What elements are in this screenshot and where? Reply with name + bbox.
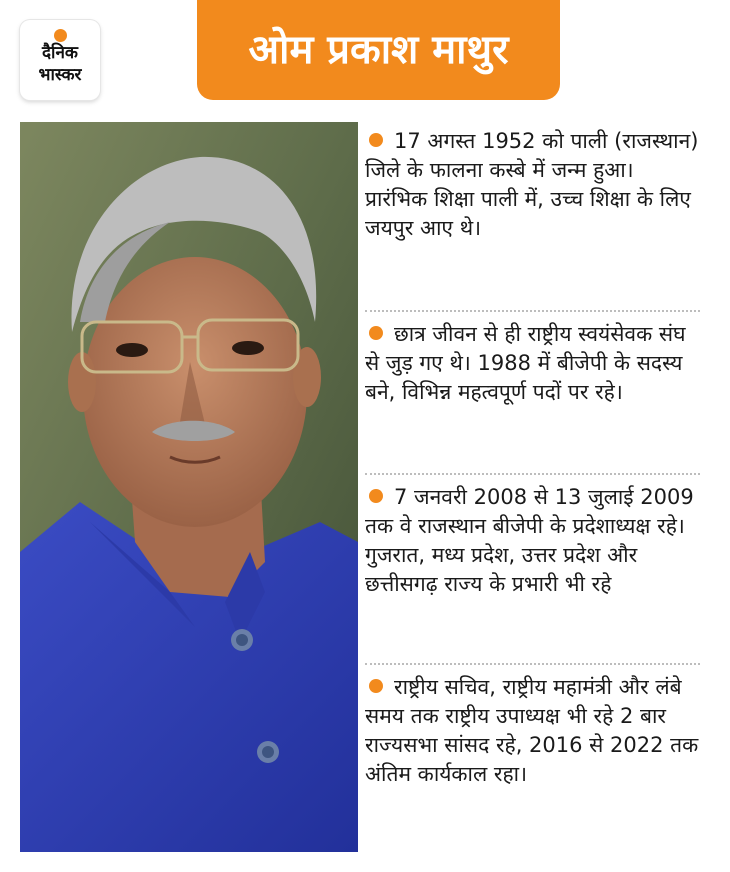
dainik-bhaskar-logo	[20, 20, 100, 100]
bullet-icon	[369, 679, 383, 693]
info-item	[365, 673, 700, 789]
info-item	[365, 127, 700, 243]
sun-dot-icon	[54, 29, 67, 42]
divider	[365, 473, 700, 475]
info-item-text: 7 जनवरी 2008 से 13 जुलाई 2009 तक वे राजस्थान बीजेपी के प्रदेशाध्यक्ष रहे। गुजरात, मध्य प्रदेश, उत्तर प्रदेश और छत्तीसगढ़ राज्य के प्रभारी भी रहे	[365, 485, 694, 596]
bullet-icon	[369, 489, 383, 503]
info-item-text: 17 अगस्त 1952 को पाली (राजस्थान) जिले के फालना कस्बे में जन्म हुआ। प्रारंभिक शिक्षा पाली में, उच्च शिक्षा के लिए जयपुर आए थे।	[365, 129, 699, 240]
logo-line-2: भास्कर	[38, 65, 82, 85]
portrait-illustration	[20, 122, 358, 852]
info-panel	[365, 122, 700, 852]
info-item	[365, 320, 700, 407]
info-item-text: राष्ट्रीय सचिव, राष्ट्रीय महामंत्री और लंबे समय तक राष्ट्रीय उपाध्यक्ष भी रहे 2 बार राज्यसभा सांसद रहे, 2016 से 2022 तक अंतिम कार्यकाल रहा।	[365, 675, 699, 786]
page-title: ओम प्रकाश माथुर	[248, 27, 509, 73]
info-item-text: छात्र जीवन से ही राष्ट्रीय स्वयंसेवक संघ से जुड़ गए थे। 1988 में बीजेपी के सदस्य बने, विभिन्न महत्वपूर्ण पदों पर रहे।	[365, 322, 686, 404]
bullet-icon	[369, 326, 383, 340]
portrait-photo	[20, 122, 358, 852]
divider	[365, 310, 700, 312]
info-item	[365, 483, 700, 599]
bullet-icon	[369, 133, 383, 147]
logo-line-1: दैनिक	[42, 43, 78, 63]
title-banner	[197, 0, 560, 100]
divider	[365, 663, 700, 665]
